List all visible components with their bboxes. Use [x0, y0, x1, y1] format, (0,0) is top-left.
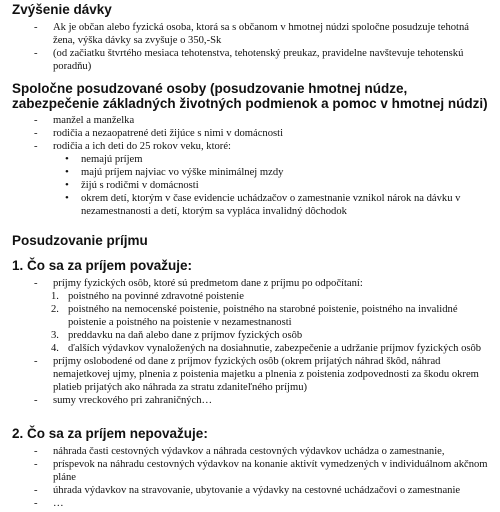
number-label: 1.: [51, 291, 59, 302]
heading-co-sa-povazuje: 1. Čo sa za príjem považuje:: [12, 258, 193, 273]
heading-co-sa-nepovazuje: 2. Čo sa za príjem nepovažuje:: [12, 426, 208, 441]
section-co-sa-povazuje: [12, 258, 490, 407]
list-item: [30, 277, 490, 355]
bullet-item: • žijú s rodičmi v domácnosti: [12, 179, 482, 192]
list-item: - manžel a manželka: [30, 114, 490, 127]
numbered-item: [30, 290, 490, 303]
list-osoby: [12, 114, 490, 153]
heading-spolocne-posudzovane: [12, 81, 490, 111]
list-item: - úhrada výdavkov na stravovanie, ubytovanie a výdavky na cestovné uchádzačovi o zamestnanie: [30, 484, 490, 497]
numbered-item: [30, 303, 490, 329]
list-osoby-detail: [12, 153, 482, 218]
list-item: - príjmy oslobodené od dane z príjmov fyzických osôb (okrem prijatých náhrad škôd, náhrad nemajetkovej ujmy, plnenia z poistenia majetku a plnenia z poistenia zodpovednosti za škodu okrem platieb prijatých ako náhrada za stratu zdaniteľného príjmu): [30, 355, 490, 394]
heading-main: Spoločne posudzované osoby: [12, 81, 207, 96]
list-povazuje: [12, 277, 490, 407]
bullet-item: • okrem detí, ktorým v čase evidencie uchádzačov o zamestnanie vznikol nárok na dávku v nezamestnanosti a detí, ktorým sa vypláca invalidný dôchodok: [12, 192, 482, 218]
number-label: 3.: [51, 330, 59, 341]
heading-rest: (posudzovanie hmotnej núdze, zabezpečenie základných životných podmienok a pomoc v hmotnej núdzi): [12, 81, 488, 111]
numbered-text: ďalších výdavkov vynaložených na dosiahnutie, zabezpečenie a udržanie príjmov fyzických osôb: [68, 343, 482, 354]
list-item: - rodičia a ich deti do 25 rokov veku, ktoré:: [30, 140, 490, 153]
list-nepovazuje: [12, 445, 490, 510]
section-posudzovanie-prijmu: [12, 233, 490, 249]
list-item: - (od začiatku štvrtého mesiaca tehotenstva, tehotenský preukaz, pravidelne navštevuje tehotenskú poradňu): [30, 47, 490, 73]
list-item: - sumy vreckového pri zahraničných…: [30, 394, 490, 407]
list-zvysenie: [12, 21, 490, 73]
heading-zvysenie-davky: Zvýšenie dávky: [12, 2, 112, 17]
list-item: - …: [30, 497, 490, 510]
section-co-sa-nepovazuje: [12, 426, 490, 510]
numbered-text: poistného na nemocenské poistenie, poistného na starobné poistenie, poistného na invalidné poistenie a poistného na poistenie v nezamestnanosti: [68, 304, 458, 328]
list-item: - náhrada časti cestovných výdavkov a náhrada cestovných výdavkov uchádza o zamestnanie,: [30, 445, 490, 458]
numbered-text: preddavku na daň alebo dane z príjmov fyzických osôb: [68, 330, 303, 341]
section-zvysenie-davky: [12, 2, 492, 73]
list-item: - príspevok na náhradu cestovných výdavkov na konanie aktivít vymedzených v individuálnom akčnom pláne: [30, 458, 490, 484]
numbered-item: [30, 329, 490, 342]
numbered-item: [30, 342, 490, 355]
list-item-text: príjmy fyzických osôb, ktoré sú predmetom dane z príjmu po odpočítaní:: [53, 278, 363, 289]
bullet-item: • nemajú príjem: [12, 153, 482, 166]
numbered-list: [30, 290, 490, 355]
number-label: 4.: [51, 343, 59, 354]
heading-posudzovanie-prijmu: Posudzovanie príjmu: [12, 233, 148, 248]
list-item: - rodičia a nezaopatrené deti žijúce s nimi v domácnosti: [30, 127, 490, 140]
number-label: 2.: [51, 304, 59, 315]
bullet-item: • majú príjem najviac vo výške minimálnej mzdy: [12, 166, 482, 179]
section-spolocne-posudzovane: [12, 81, 490, 218]
list-item: - Ak je občan alebo fyzická osoba, ktorá sa s občanom v hmotnej núdzi spoločne posudzuje tehotná žena, výška dávky sa zvyšuje o 350,-Sk: [30, 21, 490, 47]
numbered-text: poistného na povinné zdravotné poistenie: [68, 291, 244, 302]
